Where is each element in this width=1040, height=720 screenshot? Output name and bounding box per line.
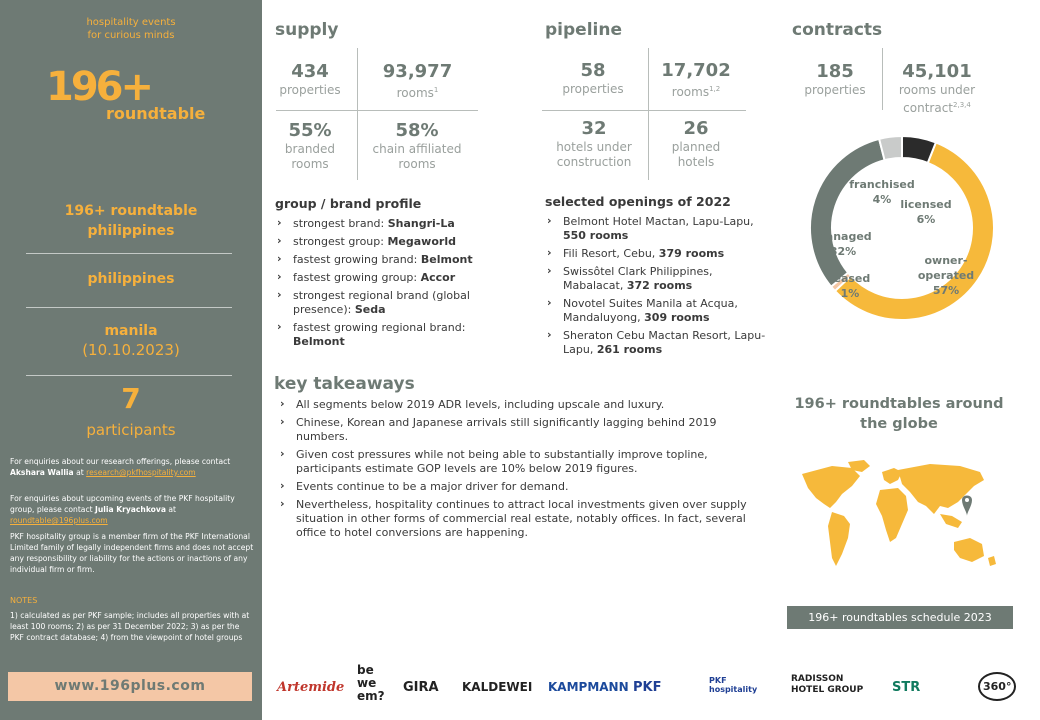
logo <box>46 64 216 126</box>
donut-label-1: leased 1% <box>829 272 871 300</box>
item-value: 309 rooms <box>644 311 710 324</box>
donut-label-0: owner-operated 57% <box>917 254 975 297</box>
divider <box>26 375 232 376</box>
supply-properties <box>270 61 350 98</box>
opening-item <box>545 247 767 261</box>
stat-label: construction <box>556 155 632 169</box>
sponsor-artemide: Artemide <box>277 680 345 695</box>
stat-label <box>365 83 470 101</box>
takeaways-list <box>278 398 766 544</box>
participants-label: participants <box>86 421 176 439</box>
stat-label: rooms <box>398 157 436 171</box>
donut-label-2: managed 32% <box>814 230 872 258</box>
supply-branded <box>270 120 350 172</box>
pipeline-rooms <box>650 60 742 100</box>
tagline <box>0 16 262 42</box>
pipeline-planned <box>652 118 740 170</box>
sponsor-pkf: PKF <box>633 680 662 695</box>
stat-label: properties <box>279 83 341 97</box>
brand-profile-item <box>275 253 515 267</box>
sponsor-kampmann: KAMPMANN <box>548 680 629 694</box>
stat-label: hotels under <box>556 140 632 154</box>
footnote-ref: 1,2 <box>709 85 721 93</box>
item-value: 261 rooms <box>596 343 663 356</box>
sponsor-bewe: be we em? <box>357 663 385 703</box>
openings-list <box>545 215 767 361</box>
item-text: Novotel Suites Manila at Acqua, Mandaluyong, <box>563 297 738 324</box>
sponsor-360: 360° <box>978 672 1016 701</box>
stat-value: 93,977 <box>382 61 453 82</box>
event-title <box>0 201 262 241</box>
enquiry-at: at <box>73 468 87 477</box>
stat-label-text: rooms <box>671 85 710 99</box>
sponsor-radisson: RADISSON HOTEL GROUP <box>791 674 864 695</box>
pipeline-heading: pipeline <box>545 20 622 40</box>
sidebar <box>0 0 262 720</box>
stat-value: 185 <box>816 61 854 82</box>
opening-item <box>545 329 767 357</box>
takeaway-item: › Chinese, Korean and Japanese arrivals still significantly lagging behind 2019 numbers. <box>278 416 766 444</box>
stat-value: 58 <box>580 60 606 81</box>
contact-name: Akshara Wallia <box>10 468 74 477</box>
stat-label <box>888 98 986 116</box>
contact-name: Julia Kryachkova <box>95 505 166 514</box>
opening-item <box>545 265 767 293</box>
takeaway-item: › Given cost pressures while not being able to substantially improve topline, participants estimate GOP levels are 10% below 2019 figures. <box>278 448 766 476</box>
stat-value: 58% <box>395 120 439 141</box>
contracts-properties <box>795 61 875 98</box>
tagline-line-1: hospitality events <box>86 17 176 28</box>
item-text: Sheraton Cebu Mactan Resort, Lapu-Lapu, <box>563 329 766 356</box>
donut-label-4: licensed 6% <box>900 198 952 226</box>
stat-value: 26 <box>683 118 709 139</box>
stat-value: 434 <box>291 61 329 82</box>
logo-word: roundtable <box>106 104 206 123</box>
contracts-rooms <box>888 61 986 116</box>
globe-title-line-1: 196+ roundtables around <box>794 396 1004 412</box>
item-value: 379 rooms <box>658 247 725 260</box>
brand-profile-item <box>275 289 515 317</box>
events-enquiry <box>10 493 254 526</box>
stat-label: rooms <box>291 157 329 171</box>
footnote-ref: 1 <box>433 86 439 94</box>
world-map <box>790 458 1002 582</box>
enquiry-text: For enquiries about upcoming events of the PKF hospitality group, please contact <box>10 494 235 514</box>
pipeline-properties <box>548 60 638 97</box>
globe-title-line-2: the globe <box>860 416 938 432</box>
item-text: fastest growing brand: <box>293 253 421 266</box>
stat-value: 55% <box>288 120 332 141</box>
stat-label <box>650 82 742 100</box>
city: manila <box>104 323 158 339</box>
brand-profile-item <box>275 321 515 349</box>
item-value: Megaworld <box>387 235 456 248</box>
takeaway-item: › All segments below 2019 ADR levels, including upscale and luxury. <box>278 398 766 412</box>
notes-text: 1) calculated as per PKF sample; includes all properties with at least 100 rooms; 2) as per 31 December 2022; 3) as per the PKF contract database; 4) from the viewpoint of hotel groups <box>10 611 250 642</box>
divider <box>882 48 883 110</box>
stat-value: 32 <box>581 118 607 139</box>
disclaimer: PKF hospitality group is a member firm of the PKF International Limited family of legally independent firms and does not accept any responsibility or liability for the actions or inactions of any individual firm or firm. <box>10 532 254 574</box>
takeaway-item: › Events continue to be a major driver for demand. <box>278 480 766 494</box>
divider <box>357 48 358 180</box>
brand-profile-heading: group / brand profile <box>275 196 422 211</box>
openings-heading: selected openings of 2022 <box>545 194 731 209</box>
supply-rooms <box>365 61 470 101</box>
enquiry-at: at <box>165 505 177 514</box>
stat-label-text: rooms <box>396 86 434 100</box>
sponsor-str: STR <box>892 680 921 695</box>
event-date: (10.10.2023) <box>82 341 180 359</box>
item-value: Belmont <box>420 253 473 266</box>
item-text: Swissôtel Clark Philippines, Mabalacat, <box>563 265 713 292</box>
stat-label: properties <box>562 82 624 96</box>
event-title-line-2: philippines <box>87 223 175 239</box>
logo-number: 196+ <box>46 64 152 110</box>
divider <box>276 110 478 111</box>
location-pin-icon <box>962 496 972 517</box>
stat-label-text: contract <box>903 101 954 115</box>
globe-title <box>780 394 1018 434</box>
city-block <box>0 322 262 360</box>
stat-label: rooms under <box>898 83 976 97</box>
sponsor-gira: GIRA <box>403 680 439 695</box>
brand-profile-item <box>275 271 515 285</box>
sponsor-kaldewei: KALDEWEI <box>462 680 533 694</box>
divider <box>542 110 746 111</box>
takeaways-heading: key takeaways <box>274 374 415 394</box>
item-text: strongest regional brand (global presence): <box>293 289 470 316</box>
donut-label-3: franchised 4% <box>849 178 915 206</box>
supply-heading: supply <box>275 20 339 40</box>
item-text: strongest brand: <box>293 217 388 230</box>
brand-profile-item <box>275 235 515 249</box>
opening-item <box>545 215 767 243</box>
item-value: 550 rooms <box>563 229 629 242</box>
divider <box>26 253 232 254</box>
donut-slice-managed <box>810 139 885 287</box>
stat-value: 17,702 <box>661 60 731 81</box>
schedule-button[interactable]: 196+ roundtables schedule 2023 <box>787 606 1013 629</box>
stat-label: planned <box>671 140 721 154</box>
country: philippines <box>87 271 175 287</box>
research-enquiry <box>10 456 254 478</box>
notes-label: NOTES <box>10 596 38 605</box>
supply-chain-affiliated <box>362 120 472 172</box>
stat-label: hotels <box>677 155 715 169</box>
sponsor-logos <box>275 664 1035 714</box>
item-value: Seda <box>354 303 386 316</box>
participants-count: 7 <box>121 382 141 415</box>
enquiry-text: For enquiries about our research offerings, please contact <box>10 457 231 466</box>
stat-label: branded <box>284 142 336 156</box>
item-text: strongest group: <box>293 235 388 248</box>
stat-label: chain affiliated <box>372 142 462 156</box>
research-email-link[interactable]: research@pkfhospitality.com <box>86 468 196 477</box>
divider <box>26 307 232 308</box>
item-value: Accor <box>420 271 456 284</box>
contracts-heading: contracts <box>792 20 883 40</box>
contract-type-donut-chart <box>786 136 1018 320</box>
item-value: Belmont <box>293 335 345 348</box>
item-value: 372 rooms <box>626 279 693 292</box>
brand-profile-item <box>275 217 515 231</box>
roundtable-email-link[interactable]: roundtable@196plus.com <box>10 516 108 525</box>
item-text: Fili Resort, Cebu, <box>563 247 659 260</box>
divider <box>648 48 649 180</box>
stat-label: properties <box>804 83 866 97</box>
item-text: fastest growing regional brand: <box>293 321 466 334</box>
stat-value: 45,101 <box>902 61 972 82</box>
opening-item <box>545 297 767 325</box>
website-link[interactable]: www.196plus.com <box>8 672 252 701</box>
item-value: Shangri-La <box>387 217 455 230</box>
brand-profile-list <box>275 217 515 353</box>
event-title-line-1: 196+ roundtable <box>64 203 198 219</box>
sponsor-pkf-hospitality: PKF hospitality <box>709 676 758 694</box>
footnote-ref: 2,3,4 <box>953 101 971 109</box>
takeaway-item: › Nevertheless, hospitality continues to attract local investments given over supply situation in other forms of commercial real estate, notably offices. In fact, several office to hotel conversions are happening. <box>278 498 766 540</box>
tagline-line-2: for curious minds <box>87 30 175 41</box>
item-text: fastest growing group: <box>293 271 421 284</box>
pipeline-under-construction <box>546 118 642 170</box>
item-text: Belmont Hotel Mactan, Lapu-Lapu, <box>563 215 754 228</box>
